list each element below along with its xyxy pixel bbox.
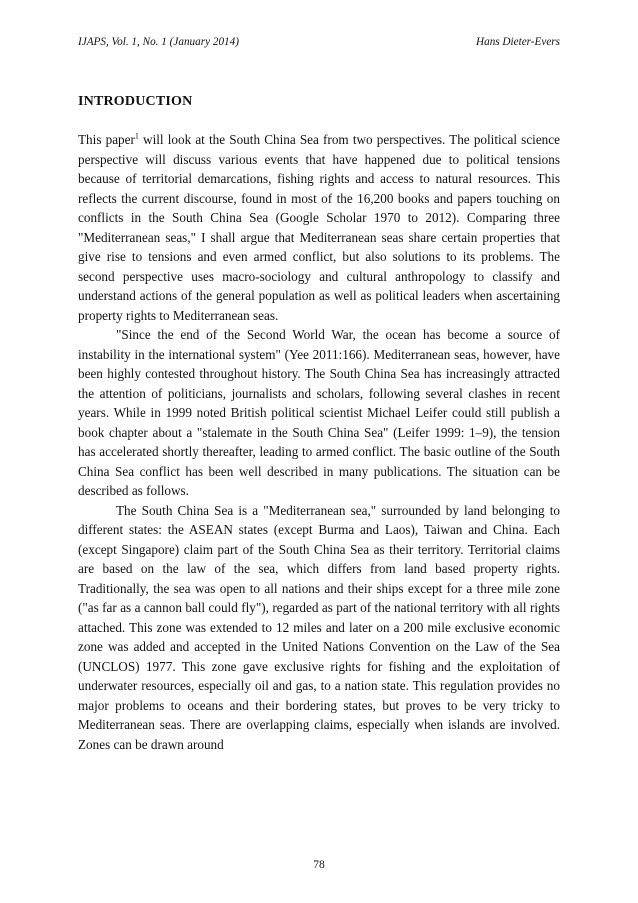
paragraph-1 bbox=[78, 130, 560, 325]
body-text bbox=[78, 130, 560, 754]
section-heading: INTRODUCTION bbox=[78, 94, 193, 109]
footnote-marker[interactable]: 1 bbox=[134, 131, 139, 141]
running-header bbox=[78, 36, 560, 54]
paragraph-3: The South China Sea is a "Mediterranean sea," surrounded by land belonging to different states: the ASEAN states (except Burma and Laos), Taiwan and China. Each (except Singapore) claim part of the South China Sea as their territory. Territorial claims are based on the law of the sea, which differs from land based property rights. Traditionally, the sea was open to all nations and their ships except for a three mile zone ("as far as a cannon ball could fly"), regarded as part of the national territory with all rights attached. This zone was extended to 12 miles and later on a 200 mile exclusive economic zone was added and accepted in the United Nations Convention on the Law of the Sea (UNCLOS) 1977. This zone gave exclusive rights for fishing and the exploitation of underwater resources, especially oil and gas, to a nation state. This regulation provides no major problems to oceans and their bordering states, but proves to be very tricky to Mediterranean seas. There are overlapping claims, especially when islands are involved. Zones can be drawn around bbox=[78, 502, 560, 752]
paragraph-1-rest: will look at the South China Sea from two perspectives. The political science perspective will discuss various events that have happened due to political tensions because of territorial demarcations, fishing rights and access to natural resources. This reflects the current discourse, found in most of the 16,200 books and papers touching on conflicts in the South China Sea (Google Scholar 1970 to 2012). Comparing three "Mediterranean seas," I shall argue that Mediterranean seas share certain properties that give rise to tensions and even armed conflict, but also solutions to its problems. The second perspective uses macro-sociology and cultural anthropology to classify and understand actions of the general population as well as political leaders when ascertaining property rights to Mediterranean seas. bbox=[78, 132, 560, 323]
paragraph-1-start: This paper bbox=[78, 132, 135, 147]
page-number: 78 bbox=[313, 859, 325, 871]
paragraph-2: "Since the end of the Second World War, the ocean has become a source of instability in the international system" (Yee 2011:166). Mediterranean seas, however, have been highly contested throughout history. The South China Sea has increasingly attracted the attention of politicians, journalists and scholars, following several clashes in recent years. While in 1999 noted British political scientist Michael Leifer could still publish a book chapter about a "stalemate in the South China Sea" (Leifer 1999: 1–9), the tension has accelerated shortly thereafter, leading to armed conflict. The basic outline of the South China Sea conflict has been well described in many publications. The situation can be described as follows. bbox=[78, 327, 560, 498]
journal-citation: IJAPS, Vol. 1, No. 1 (January 2014) bbox=[78, 36, 239, 48]
author-name: Hans Dieter-Evers bbox=[476, 36, 560, 48]
